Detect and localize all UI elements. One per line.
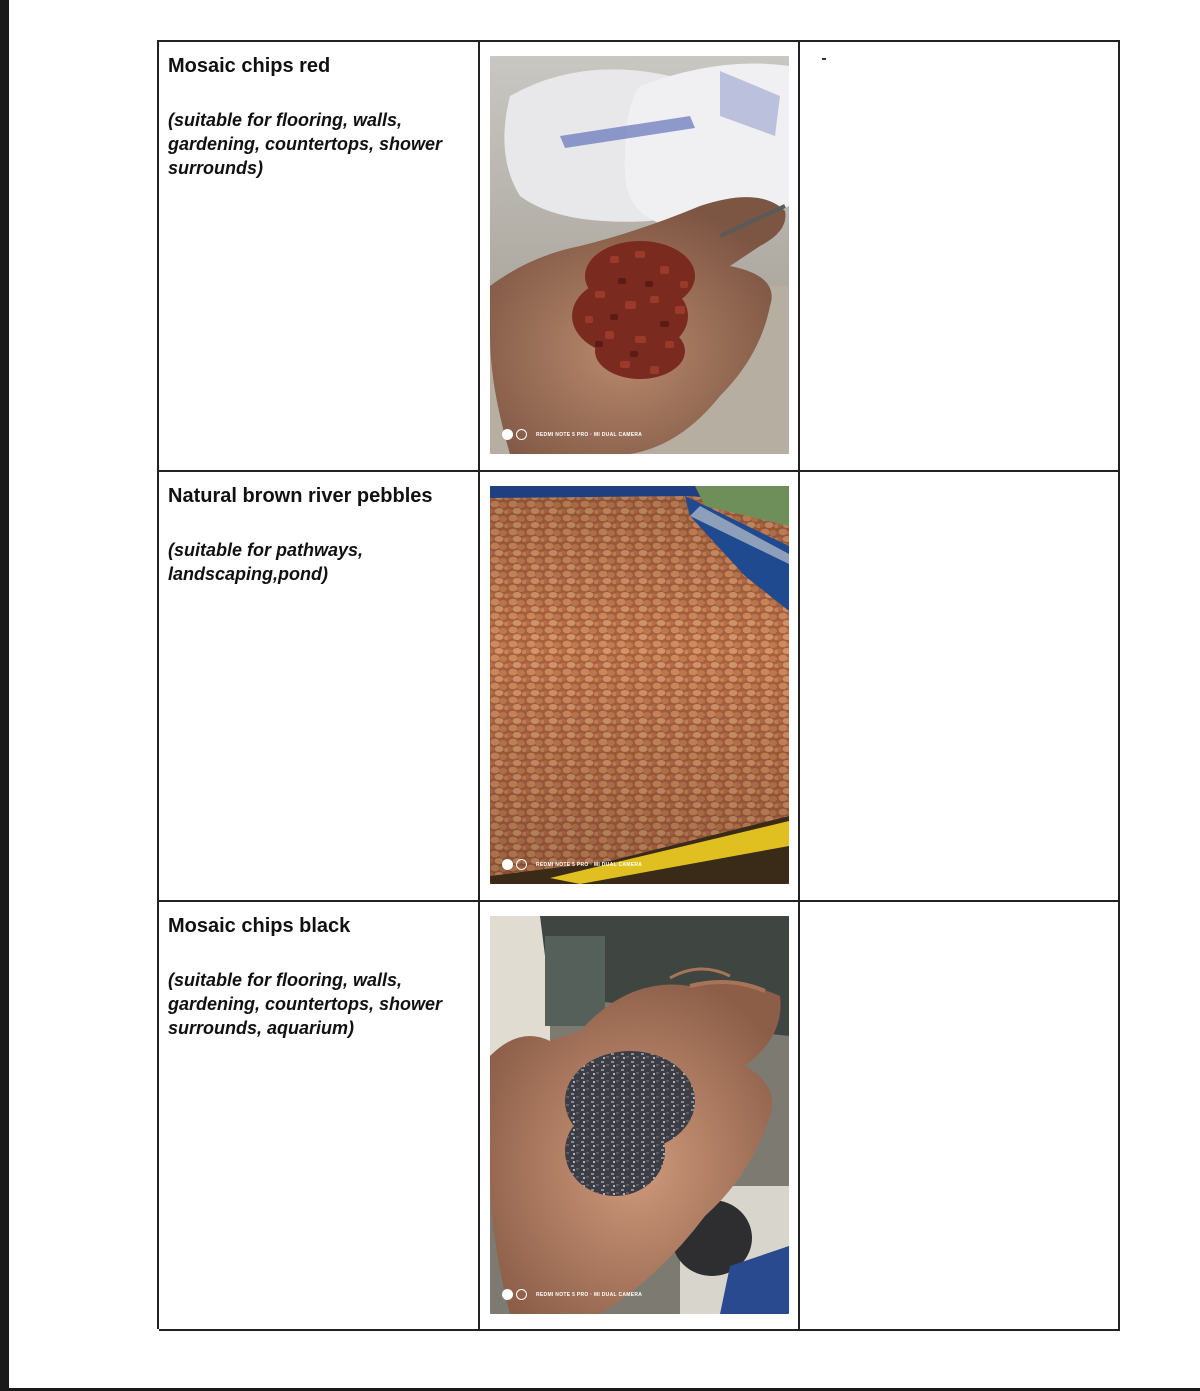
watermark-ring-icon <box>516 429 527 440</box>
row-3-text-cell <box>159 902 480 1331</box>
camera-watermark <box>502 859 642 870</box>
item-description: (suitable for pathways, landscaping,pond) <box>168 540 364 584</box>
row-1-photo-cell <box>480 42 800 472</box>
watermark-dot-icon <box>502 1289 513 1300</box>
watermark-text: REDMI NOTE 5 PRO · MI DUAL CAMERA <box>536 1291 643 1298</box>
item-title: Mosaic chips black <box>168 915 351 937</box>
red-chips-image <box>490 56 789 454</box>
item-description: (suitable for flooring, walls, gardening, countertops, shower surrounds) <box>168 110 443 178</box>
row-3-empty-cell <box>800 902 1120 1331</box>
camera-watermark <box>502 429 642 440</box>
row-3-photo-cell <box>480 902 800 1331</box>
watermark-text: REDMI NOTE 5 PRO · MI DUAL CAMERA <box>536 861 643 868</box>
black-chips-image <box>490 916 789 1314</box>
watermark-ring-icon <box>516 859 527 870</box>
item-title: Mosaic chips red <box>168 55 331 77</box>
watermark-text: REDMI NOTE 5 PRO · MI DUAL CAMERA <box>536 431 643 438</box>
red-mosaic-chips-photo <box>490 56 789 454</box>
watermark-dot-icon <box>502 429 513 440</box>
black-mosaic-chips-photo <box>490 916 789 1314</box>
stray-mark <box>822 58 826 60</box>
row-2-empty-cell <box>800 472 1120 902</box>
item-title: Natural brown river pebbles <box>168 485 433 507</box>
product-table <box>157 40 1120 1329</box>
brown-river-pebbles-photo <box>490 486 789 884</box>
row-2-photo-cell <box>480 472 800 902</box>
brown-pebbles-image <box>490 486 789 884</box>
row-2-text-cell <box>159 472 480 902</box>
row-1-empty-cell <box>800 42 1120 472</box>
watermark-ring-icon <box>516 1289 527 1300</box>
item-description: (suitable for flooring, walls, gardening, countertops, shower surrounds, aquarium) <box>168 970 443 1038</box>
camera-watermark <box>502 1289 642 1300</box>
watermark-dot-icon <box>502 859 513 870</box>
row-1-text-cell <box>159 42 480 472</box>
window-left-edge <box>0 0 9 1391</box>
